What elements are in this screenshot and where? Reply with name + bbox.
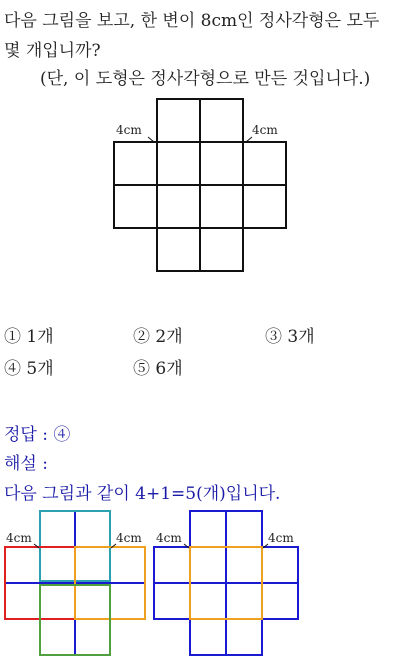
label-4cm-right: 4cm bbox=[252, 123, 278, 137]
solution-figure-right bbox=[152, 505, 312, 655]
choice-4[interactable]: ④ 5개 bbox=[4, 359, 54, 379]
explain-text: 다음 그림과 같이 4+1=5(개)입니다. bbox=[4, 484, 281, 504]
question-line-2: 몇 개입니까? bbox=[4, 41, 101, 61]
answer-label: 정답 : ④ bbox=[4, 425, 71, 445]
choice-2[interactable]: ② 2개 bbox=[133, 327, 183, 347]
explain-label: 해설 : bbox=[4, 454, 48, 474]
choice-1[interactable]: ① 1개 bbox=[4, 327, 54, 347]
choice-3[interactable]: ③ 3개 bbox=[265, 327, 315, 347]
label-4cm-left-b: 4cm bbox=[156, 531, 182, 545]
question-line-1: 다음 그림을 보고, 한 변이 8cm인 정사각형은 모두 bbox=[4, 11, 380, 31]
label-4cm-left-a: 4cm bbox=[6, 531, 32, 545]
label-4cm-right-a: 4cm bbox=[116, 531, 142, 545]
solution-figure-left bbox=[0, 505, 160, 655]
question-note: (단, 이 도형은 정사각형으로 만든 것입니다.) bbox=[40, 69, 371, 89]
choice-5[interactable]: ⑤ 6개 bbox=[133, 359, 183, 379]
label-4cm-left: 4cm bbox=[116, 123, 142, 137]
square-figure bbox=[0, 90, 400, 290]
label-4cm-right-b: 4cm bbox=[268, 531, 294, 545]
